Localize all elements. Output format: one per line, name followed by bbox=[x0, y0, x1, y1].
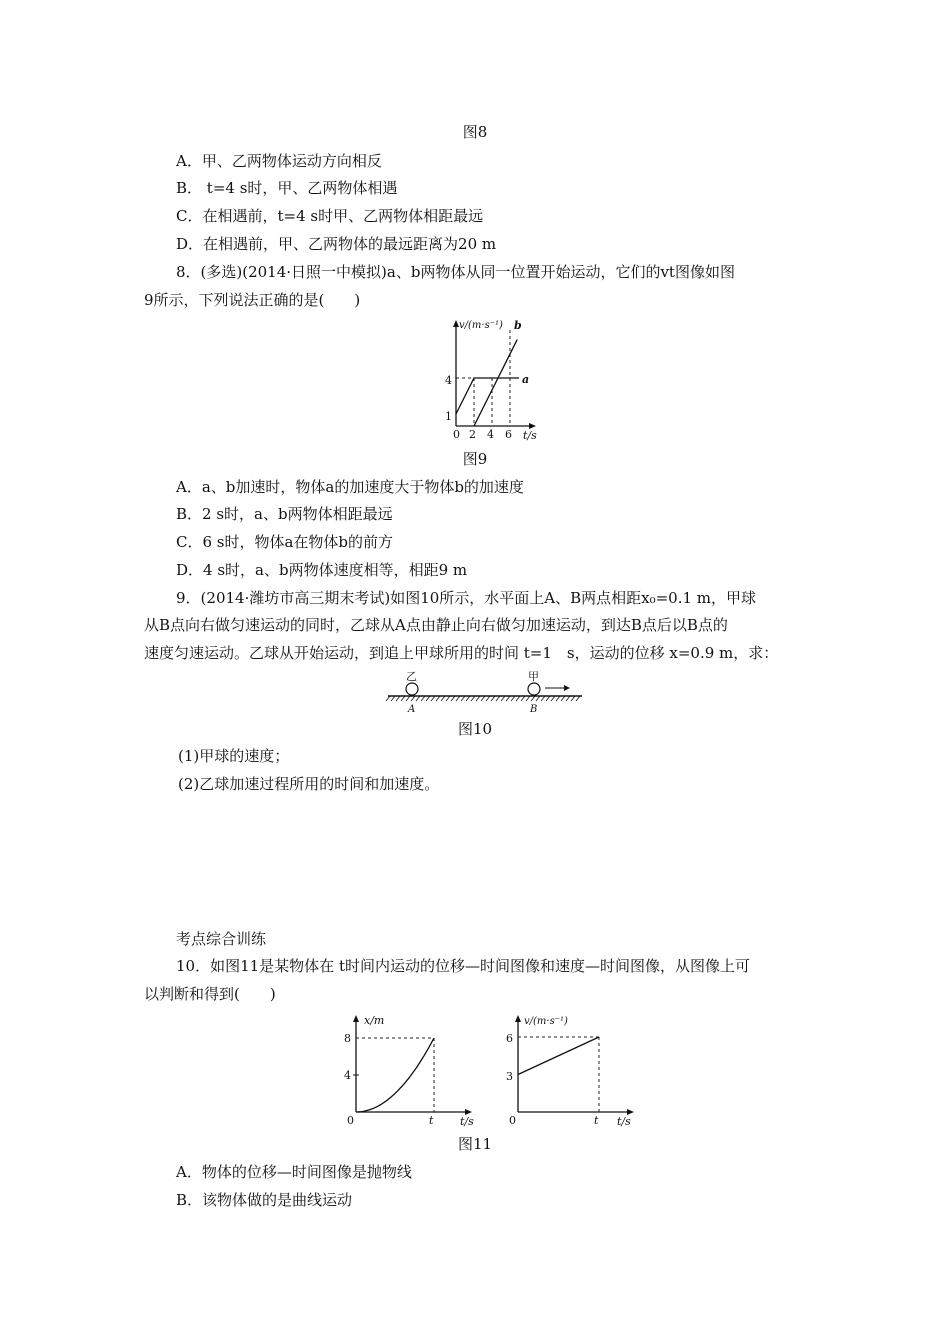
ground-hatch-stroke bbox=[406, 696, 410, 701]
ground-hatch-stroke bbox=[526, 696, 530, 701]
ground-hatch-stroke bbox=[501, 696, 505, 701]
fig11-xt-y-label: x/m bbox=[364, 1014, 385, 1027]
ground-hatch-stroke bbox=[476, 696, 480, 701]
ground-hatch-stroke bbox=[411, 696, 415, 701]
ground-hatch-stroke bbox=[486, 696, 490, 701]
ground-hatch-stroke bbox=[451, 696, 455, 701]
ground-hatch-stroke bbox=[466, 696, 470, 701]
q8-stem-line1: 8．(多选)(2014·日照一中模拟)a、b两物体从同一位置开始运动，它们的vt图像如图 bbox=[176, 263, 735, 281]
fig11-xt-x-tick-0: 0 bbox=[347, 1114, 354, 1127]
ground-hatch-stroke bbox=[421, 696, 425, 701]
fig11-vt-y-tick-6: 6 bbox=[506, 1032, 513, 1045]
ground-hatch-stroke bbox=[391, 696, 395, 701]
section-title: 考点综合训练 bbox=[176, 930, 267, 948]
fig11-xt-y-tick-8: 8 bbox=[344, 1032, 351, 1045]
fig11-xt-y-tick-4: 4 bbox=[344, 1069, 351, 1082]
fig9-y-label: v/(m·s⁻¹) bbox=[459, 320, 503, 331]
fig11-caption: 图11 bbox=[457, 1135, 493, 1153]
q9-stem-line2: 从B点向右做匀速运动的同时，乙球从A点由静止向右做匀加速运动，到达B点后以B点的 bbox=[144, 616, 728, 634]
ground-hatch-stroke bbox=[531, 696, 535, 701]
label-point-a: A bbox=[408, 704, 416, 715]
q10-stem-line1: 10．如图11是某物体在 t时间内运动的位移—时间图像和速度—时间图像，从图像上可 bbox=[176, 957, 750, 975]
ground-hatch-stroke bbox=[496, 696, 500, 701]
ball-jia bbox=[528, 683, 540, 695]
fig9-x-tick-0: 0 bbox=[453, 428, 460, 441]
ground-hatch-stroke bbox=[546, 696, 550, 701]
fig9-series-b bbox=[474, 340, 517, 426]
arrow-right-icon bbox=[564, 685, 570, 691]
q10-option-a: A．物体的位移—时间图像是抛物线 bbox=[176, 1163, 412, 1181]
ground-hatch-stroke bbox=[456, 696, 460, 701]
ground-hatch-stroke bbox=[436, 696, 440, 701]
ground-hatch-stroke bbox=[566, 696, 570, 701]
q9-sub1: (1)甲球的速度； bbox=[178, 747, 290, 765]
q9-stem-line3: 速度匀速运动。乙球从开始运动，到追上甲球所用的时间 t=1 s，运动的位移 x=0.9 m，求： bbox=[144, 644, 779, 662]
q8-option-c: C．6 s时，物体a在物体b的前方 bbox=[176, 533, 394, 551]
q10-stem-line2: 以判断和得到( ) bbox=[144, 985, 276, 1003]
ball-yi bbox=[406, 683, 418, 695]
fig11-vt-x-tick-0: 0 bbox=[509, 1114, 516, 1127]
label-yi: 乙 bbox=[406, 670, 417, 683]
fig11-xt-x-tick-t: t bbox=[429, 1114, 434, 1127]
q10-option-b: B．该物体做的是曲线运动 bbox=[176, 1191, 353, 1209]
ground-hatch-stroke bbox=[471, 696, 475, 701]
fig11-xt-x-label: t/s bbox=[460, 1115, 474, 1128]
q9-stem-line1: 9．(2014·潍坊市高三期末考试)如图10所示，水平面上A、B两点相距x₀=0.1 m，甲球 bbox=[176, 589, 757, 607]
ground-hatch-stroke bbox=[536, 696, 540, 701]
q7-option-d: D．在相遇前，甲、乙两物体的最远距离为20 m bbox=[176, 235, 497, 253]
ground-hatch-stroke bbox=[561, 696, 565, 701]
fig10-caption: 图10 bbox=[457, 720, 493, 738]
fig11-vt-y-axis-arrow bbox=[515, 1015, 521, 1022]
fig11-xt-y-axis-arrow bbox=[353, 1015, 359, 1022]
ground-hatch-stroke bbox=[506, 696, 510, 701]
fig11-vt-line bbox=[518, 1037, 599, 1075]
ground-hatch-stroke bbox=[396, 696, 400, 701]
ground-hatch-stroke bbox=[426, 696, 430, 701]
ground-hatch-stroke bbox=[446, 696, 450, 701]
q8-option-d: D．4 s时，a、b两物体速度相等，相距9 m bbox=[176, 561, 468, 579]
ground-hatch-stroke bbox=[401, 696, 405, 701]
fig9-caption: 图9 bbox=[462, 450, 488, 468]
ground-hatch-stroke bbox=[511, 696, 515, 701]
ground-hatch-stroke bbox=[521, 696, 525, 701]
fig9-series-b-label: b bbox=[514, 319, 522, 332]
fig10-diagram bbox=[380, 668, 590, 716]
fig11-vt-chart bbox=[500, 1010, 650, 1130]
fig8-caption: 图8 bbox=[462, 123, 488, 141]
fig11-vt-x-tick-t: t bbox=[594, 1114, 599, 1127]
q7-option-a: A．甲、乙两物体运动方向相反 bbox=[176, 152, 382, 170]
ground-hatch-stroke bbox=[481, 696, 485, 701]
q8-stem-line2: 9所示，下列说法正确的是( ) bbox=[144, 291, 361, 309]
fig11-vt-y-label: v/(m·s⁻¹) bbox=[524, 1016, 568, 1027]
ground-hatch-stroke bbox=[461, 696, 465, 701]
fig11-vt-x-label: t/s bbox=[617, 1115, 631, 1128]
fig11-vt-y-tick-3: 3 bbox=[506, 1070, 513, 1083]
ground-hatch bbox=[386, 696, 580, 701]
ground-hatch-stroke bbox=[441, 696, 445, 701]
ground-hatch-stroke bbox=[551, 696, 555, 701]
label-point-b: B bbox=[530, 704, 538, 715]
ground-hatch-stroke bbox=[541, 696, 545, 701]
ground-hatch-stroke bbox=[516, 696, 520, 701]
fig9-x-label: t/s bbox=[523, 429, 537, 442]
q9-sub2: (2)乙球加速过程所用的时间和加速度。 bbox=[178, 775, 440, 793]
ground-hatch-stroke bbox=[386, 696, 390, 701]
ground-hatch-stroke bbox=[571, 696, 575, 701]
fig9-y-tick-1: 1 bbox=[445, 410, 452, 423]
ground-hatch-stroke bbox=[576, 696, 580, 701]
ground-hatch-stroke bbox=[491, 696, 495, 701]
ground-hatch-stroke bbox=[556, 696, 560, 701]
fig9-x-tick-6: 6 bbox=[505, 428, 512, 441]
fig9-series-a-label: a bbox=[522, 373, 530, 386]
q8-option-b: B．2 s时，a、b两物体相距最远 bbox=[176, 505, 393, 523]
ground-hatch-stroke bbox=[416, 696, 420, 701]
q7-option-b: B． t=4 s时，甲、乙两物体相遇 bbox=[176, 179, 398, 197]
fig11-xt-curve bbox=[356, 1038, 434, 1112]
fig9-x-tick-4: 4 bbox=[487, 428, 494, 441]
fig9-chart bbox=[430, 312, 540, 444]
ground-hatch-stroke bbox=[431, 696, 435, 701]
q8-option-a: A．a、b加速时，物体a的加速度大于物体b的加速度 bbox=[176, 478, 524, 496]
q7-option-c: C．在相遇前，t=4 s时甲、乙两物体相距最远 bbox=[176, 207, 484, 225]
fig9-y-tick-4: 4 bbox=[445, 374, 452, 387]
fig11-xt-chart bbox=[338, 1010, 488, 1130]
fig9-x-tick-2: 2 bbox=[469, 428, 476, 441]
label-jia: 甲 bbox=[528, 670, 539, 683]
